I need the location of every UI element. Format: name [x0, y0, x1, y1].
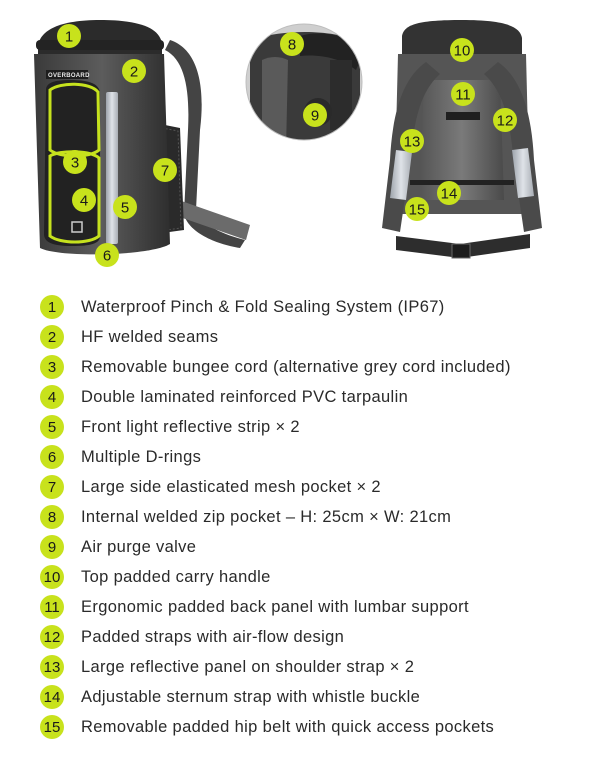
svg-text:14: 14	[440, 185, 458, 203]
feature-label: HF welded seams	[81, 327, 219, 346]
feature-label: Adjustable sternum strap with whistle buckle	[81, 687, 421, 706]
svg-text:8: 8	[287, 36, 297, 54]
marker-9	[303, 103, 327, 127]
marker-11	[451, 82, 475, 106]
feature-label: Large reflective panel on shoulder strap × 2	[81, 657, 415, 676]
brand-logo-text: OVERBOARD	[48, 73, 90, 79]
feature-label: Large side elasticated mesh pocket × 2	[81, 477, 381, 496]
feature-label: Removable bungee cord (alternative grey cord included)	[81, 357, 511, 376]
feature-number-badge: 10	[40, 565, 64, 589]
feature-item	[40, 532, 590, 562]
svg-text:10: 10	[453, 42, 471, 60]
feature-item	[40, 652, 590, 682]
product-figure	[0, 0, 600, 272]
svg-text:12: 12	[496, 112, 514, 130]
feature-label: Removable padded hip belt with quick access pockets	[81, 717, 495, 736]
backpack-front-view	[34, 20, 250, 254]
feature-label: Double laminated reinforced PVC tarpaulin	[81, 387, 409, 406]
feature-label: Front light reflective strip × 2	[81, 417, 300, 436]
svg-text:3: 3	[70, 154, 80, 172]
feature-label: Top padded carry handle	[81, 567, 271, 586]
feature-label: Internal welded zip pocket – H: 25cm × W: 21cm	[81, 507, 452, 526]
marker-14	[437, 181, 461, 205]
feature-item	[40, 472, 590, 502]
marker-3	[63, 150, 87, 174]
detail-closeup	[240, 20, 370, 150]
svg-text:15: 15	[408, 201, 426, 219]
feature-number-badge: 8	[40, 505, 64, 529]
feature-item	[40, 712, 590, 742]
svg-text:2: 2	[129, 63, 139, 81]
feature-item	[40, 502, 590, 532]
svg-text:7: 7	[160, 162, 170, 180]
marker-4	[72, 188, 96, 212]
marker-1	[57, 24, 81, 48]
feature-label: Multiple D-rings	[81, 447, 202, 466]
svg-text:11: 11	[455, 86, 471, 104]
feature-item	[40, 562, 590, 592]
feature-item	[40, 442, 590, 472]
feature-label: Waterproof Pinch & Fold Sealing System (IP67)	[81, 297, 445, 316]
marker-2	[122, 59, 146, 83]
marker-13	[400, 129, 424, 153]
svg-text:6: 6	[102, 247, 112, 265]
marker-10	[450, 38, 474, 62]
feature-label: Air purge valve	[81, 537, 197, 556]
feature-number-badge: 11	[40, 595, 64, 619]
feature-item	[40, 352, 590, 382]
feature-item	[40, 292, 590, 322]
feature-number-badge: 6	[40, 445, 64, 469]
feature-number-badge: 5	[40, 415, 64, 439]
marker-8	[280, 32, 304, 56]
feature-number-badge: 1	[40, 295, 64, 319]
feature-number-badge: 4	[40, 385, 64, 409]
feature-item	[40, 412, 590, 442]
svg-text:4: 4	[79, 192, 89, 210]
svg-text:13: 13	[403, 133, 421, 151]
feature-number-badge: 14	[40, 685, 64, 709]
svg-text:9: 9	[310, 107, 320, 125]
feature-number-badge: 13	[40, 655, 64, 679]
feature-list	[40, 292, 590, 742]
feature-number-badge: 12	[40, 625, 64, 649]
marker-12	[493, 108, 517, 132]
feature-number-badge: 2	[40, 325, 64, 349]
feature-number-badge: 9	[40, 535, 64, 559]
feature-item	[40, 592, 590, 622]
feature-item	[40, 322, 590, 352]
marker-7	[153, 158, 177, 182]
marker-5	[113, 195, 137, 219]
feature-number-badge: 7	[40, 475, 64, 499]
feature-label: Ergonomic padded back panel with lumbar support	[81, 597, 469, 616]
feature-label: Padded straps with air-flow design	[81, 627, 345, 646]
svg-text:1: 1	[64, 28, 74, 46]
feature-number-badge: 15	[40, 715, 64, 739]
feature-item	[40, 622, 590, 652]
feature-item	[40, 382, 590, 412]
marker-15	[405, 197, 429, 221]
feature-number-badge: 3	[40, 355, 64, 379]
svg-text:5: 5	[120, 199, 130, 217]
feature-item	[40, 682, 590, 712]
marker-6	[95, 243, 119, 267]
